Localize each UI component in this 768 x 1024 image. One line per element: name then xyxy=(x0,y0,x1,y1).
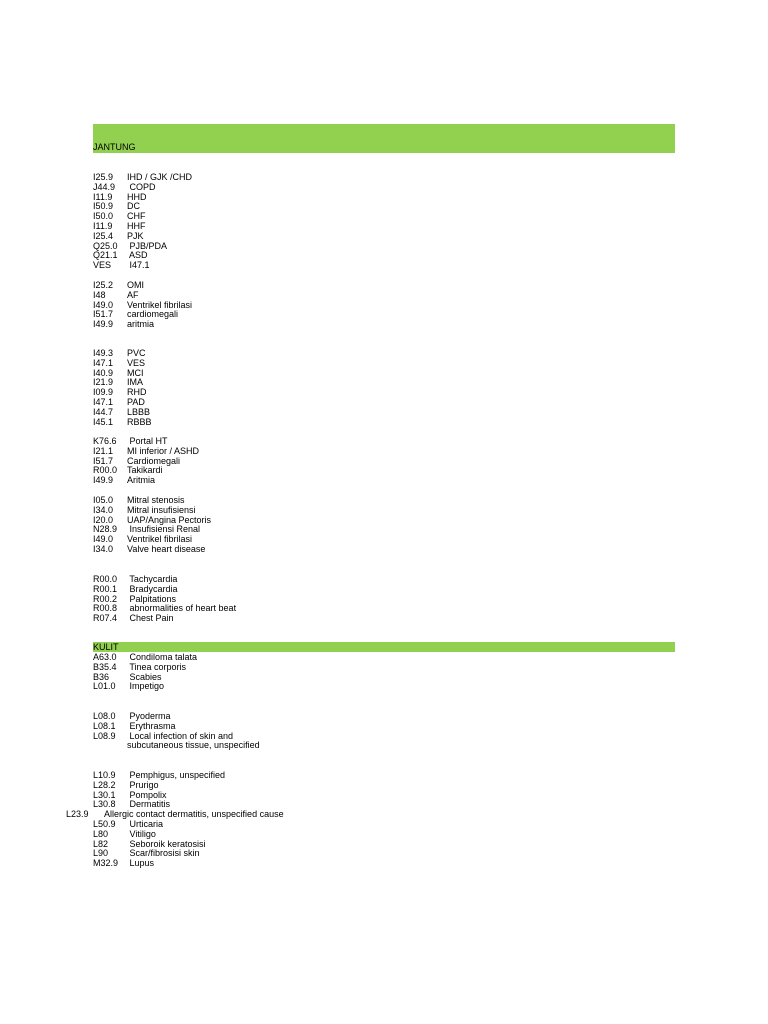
code-cell: L82 xyxy=(93,838,109,849)
code-cell: L28.2 xyxy=(93,779,116,790)
description-cell: Erythrasma xyxy=(127,720,176,731)
code-cell: L23.9 xyxy=(66,809,89,820)
code-cell: I09.9 xyxy=(93,387,114,398)
description-cell: PJB/PDA xyxy=(127,240,168,251)
code-cell: R07.4 xyxy=(93,613,118,624)
description-cell: Bradycardia xyxy=(127,583,178,594)
description-cell: PVC xyxy=(127,348,146,358)
section-title-kulit: KULIT xyxy=(93,642,119,652)
code-cell: I25.4 xyxy=(93,230,114,241)
description-cell: DC xyxy=(127,201,140,212)
description-cell: IHD / GJK /CHD xyxy=(127,172,193,182)
code-cell: L30.1 xyxy=(93,789,116,800)
code-cell: I25.2 xyxy=(93,280,114,290)
description-cell: Allergic contact dermatitis, unspecified cause xyxy=(104,809,284,820)
description-cell: Insufisiensi Renal xyxy=(127,524,201,535)
description-cell: CHF xyxy=(127,211,146,222)
code-cell: I47.1 xyxy=(93,397,114,407)
description-cell: Local infection of skin and xyxy=(127,730,234,741)
code-cell: I47.1 xyxy=(93,357,114,368)
description-cell: aritmia xyxy=(127,319,155,330)
code-cell: R00.0 xyxy=(93,465,118,476)
code-cell: N28.9 xyxy=(93,524,118,535)
description-cell: VES xyxy=(127,357,146,368)
code-cell: I11.9 xyxy=(93,221,113,231)
description-cell: Pompolix xyxy=(127,789,167,800)
description-cell: Mitral stenosis xyxy=(127,495,185,505)
description-cell: Chest Pain xyxy=(127,613,174,624)
code-cell: I05.0 xyxy=(93,495,114,505)
code-cell: I25.9 xyxy=(93,172,114,182)
code-cell: I21.9 xyxy=(93,377,114,388)
code-cell: I49.0 xyxy=(93,534,114,545)
code-cell: L50.9 xyxy=(93,819,116,829)
description-cell: MCI xyxy=(127,367,144,378)
description-cell: Condiloma talata xyxy=(127,652,198,662)
code-cell: M32.9 xyxy=(93,858,119,869)
description-cell: RBBB xyxy=(127,416,152,427)
description-cell: Takikardi xyxy=(127,465,163,476)
description-cell: PJK xyxy=(127,230,144,241)
code-cell: L30.8 xyxy=(93,799,116,810)
description-cell: I47.1 xyxy=(127,260,150,271)
code-cell: I49.0 xyxy=(93,299,114,310)
description-cell: Pyoderma xyxy=(127,711,171,721)
code-cell: I44.7 xyxy=(93,406,114,417)
description-cell: Palpitations xyxy=(127,593,177,604)
description-cell: UAP/Angina Pectoris xyxy=(127,514,212,525)
code-cell: B35.4 xyxy=(93,661,117,672)
description-cell: Valve heart disease xyxy=(127,544,206,554)
code-cell: I51.7 xyxy=(93,455,114,466)
code-cell: R00.2 xyxy=(93,593,118,604)
description-cell: COPD xyxy=(127,181,156,192)
code-cell: I34.0 xyxy=(93,504,114,515)
description-cell: IMA xyxy=(127,377,144,388)
description-cell: Vitiligo xyxy=(127,828,156,839)
description-cell: Prurigo xyxy=(127,779,159,790)
code-cell: L80 xyxy=(93,828,109,839)
code-cell: B36 xyxy=(93,671,110,682)
code-cell: L08.0 xyxy=(93,711,116,721)
code-cell: I49.9 xyxy=(93,319,114,330)
description-cell: AF xyxy=(127,289,139,300)
description-cell: Impetigo xyxy=(127,681,165,692)
description-cell: Seboroik keratosisi xyxy=(127,838,206,849)
section-header-bar-jantung xyxy=(93,124,675,153)
description-cell: Cardiomegali xyxy=(127,455,181,466)
code-cell: K76.6 xyxy=(93,436,117,446)
section-title-jantung: JANTUNG xyxy=(93,142,136,152)
description-cell: Lupus xyxy=(127,858,155,869)
code-cell: I21.1 xyxy=(93,445,114,456)
code-cell: L10.9 xyxy=(93,770,116,780)
description-cell: Ventrikel fibrilasi xyxy=(127,299,193,310)
code-cell: I50.0 xyxy=(93,211,114,222)
code-cell: I11.9 xyxy=(93,191,113,202)
description-cell: ASD xyxy=(127,250,148,261)
description-cell: Aritmia xyxy=(127,475,156,486)
description-cell: HHF xyxy=(127,221,146,231)
code-cell: A63.0 xyxy=(93,652,117,662)
description-cell: PAD xyxy=(127,397,145,407)
code-cell: R00.0 xyxy=(93,574,118,584)
section-header-bar-kulit xyxy=(93,642,675,652)
code-cell: L08.1 xyxy=(93,720,116,731)
code-cell: I34.0 xyxy=(93,544,114,554)
description-cell: Ventrikel fibrilasi xyxy=(127,534,193,545)
code-cell: I45.1 xyxy=(93,416,114,427)
code-cell: R00.8 xyxy=(93,603,118,614)
code-cell: L08.9 xyxy=(93,730,116,741)
description-cell: Dermatitis xyxy=(127,799,171,810)
description-cell: Scabies xyxy=(127,671,162,682)
description-cell: subcutaneous tissue, unspecified xyxy=(127,740,260,751)
code-cell: L90 xyxy=(93,848,109,859)
code-cell: L01.0 xyxy=(93,681,116,692)
code-cell: R00.1 xyxy=(93,583,118,594)
code-cell: VES xyxy=(93,260,112,271)
description-cell: Urticaria xyxy=(127,819,164,829)
code-cell: J44.9 xyxy=(93,181,116,192)
description-cell: RHD xyxy=(127,387,147,398)
code-cell: I40.9 xyxy=(93,367,114,378)
description-cell: cardiomegali xyxy=(127,309,179,320)
code-cell: I49.9 xyxy=(93,475,114,486)
code-cell: I51.7 xyxy=(93,309,114,320)
code-cell: I20.0 xyxy=(93,514,114,525)
description-cell: HHD xyxy=(127,191,147,202)
code-cell: I50.9 xyxy=(93,201,114,212)
description-cell: abnormalities of heart beat xyxy=(127,603,237,614)
code-cell: Q25.0 xyxy=(93,240,118,251)
description-cell: OMI xyxy=(127,280,144,290)
code-cell: I49.3 xyxy=(93,348,114,358)
description-cell: Tinea corporis xyxy=(127,661,187,672)
description-cell: Pemphigus, unspecified xyxy=(127,770,226,780)
description-cell: Mitral insufisiensi xyxy=(127,504,196,515)
description-cell: Portal HT xyxy=(127,436,168,446)
description-cell: Scar/fibrosisi skin xyxy=(127,848,200,859)
code-cell: I48 xyxy=(93,289,106,300)
description-cell: Tachycardia xyxy=(127,574,178,584)
description-cell: LBBB xyxy=(127,406,151,417)
code-cell: Q21.1 xyxy=(93,250,118,261)
description-cell: MI inferior / ASHD xyxy=(127,445,200,456)
